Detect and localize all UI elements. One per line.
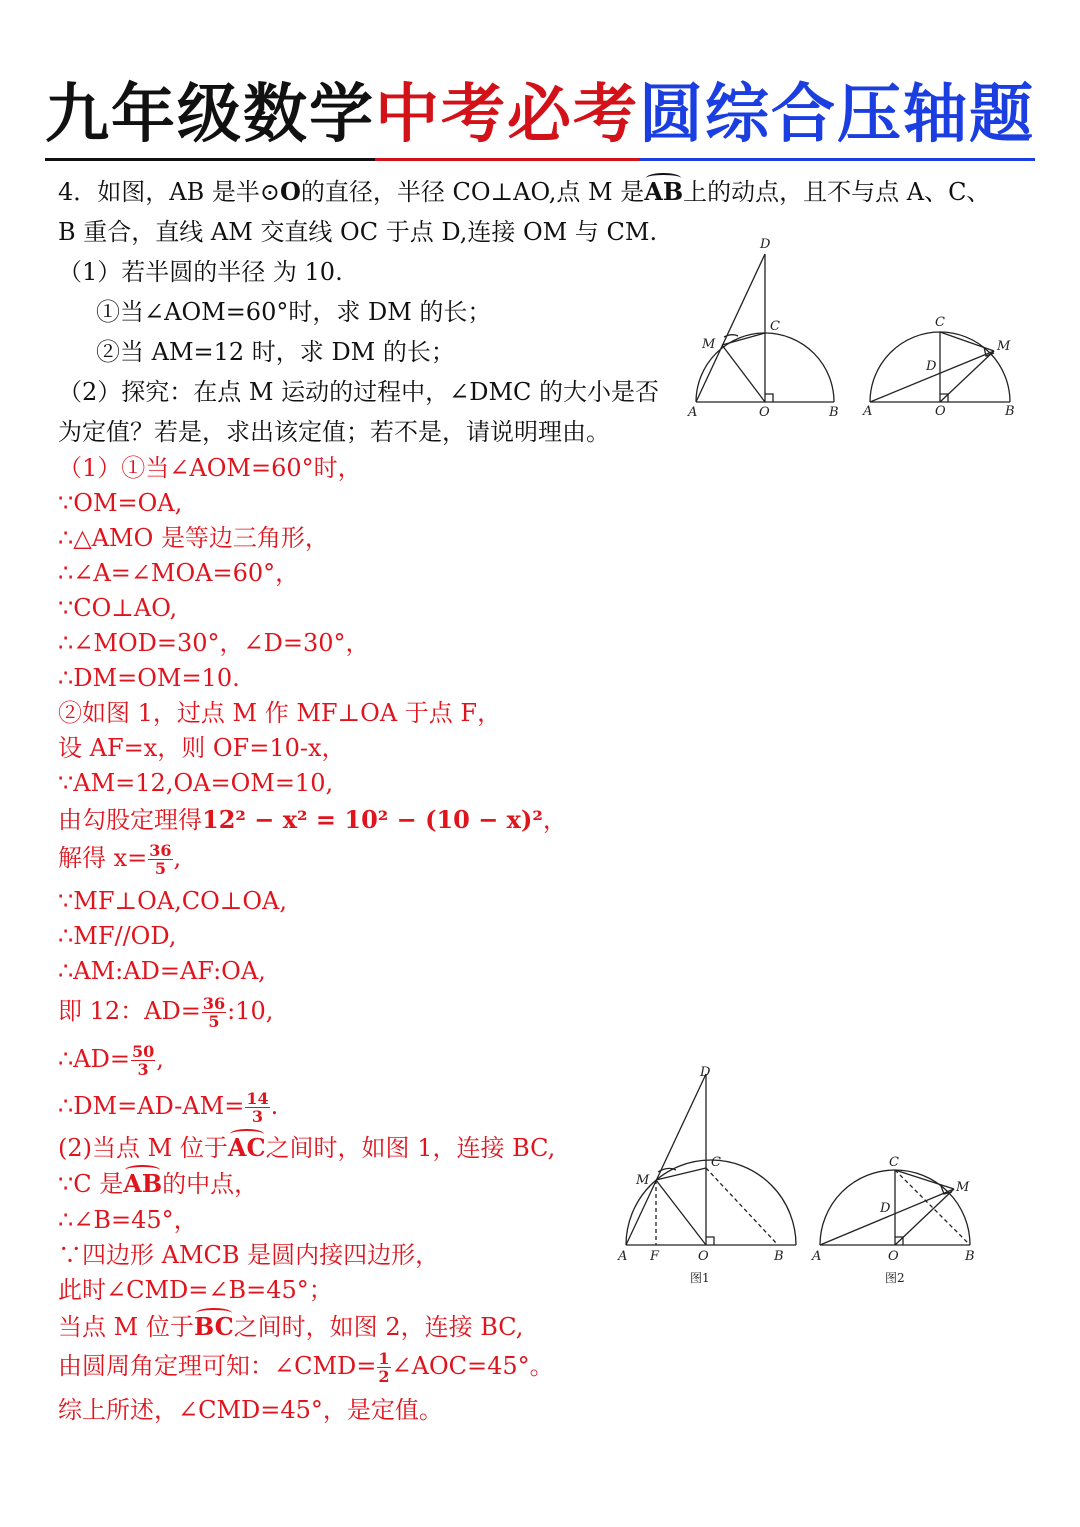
right-angle-mark bbox=[765, 394, 773, 402]
figure-1 bbox=[612, 1058, 797, 1288]
solution-line: (2)当点 M 位于AC之间时，如图 1，连接 BC, bbox=[58, 1133, 556, 1162]
problem-line-5: ②当 AM=12 时，求 DM 的长； bbox=[96, 338, 455, 366]
solution-line: ∵AM=12,OA=OM=10, bbox=[58, 769, 334, 797]
solution-line: ∴△AMO 是等边三角形， bbox=[58, 524, 329, 552]
circle-symbol: ⊙ bbox=[259, 178, 280, 206]
figure-top-left bbox=[682, 232, 852, 422]
problem-line-2: B 重合，直线 AM 交直线 OC 于点 D,连接 OM 与 CM. bbox=[58, 218, 658, 246]
label-b: B bbox=[774, 1249, 784, 1264]
semicircle bbox=[626, 1160, 796, 1245]
label-d: D bbox=[700, 1065, 711, 1080]
label-f: F bbox=[650, 1249, 660, 1264]
label-c: C bbox=[935, 315, 945, 330]
line-mo bbox=[656, 1180, 706, 1245]
label-o: O bbox=[888, 1249, 899, 1264]
solution-line: 此时∠CMD=∠B=45°； bbox=[58, 1276, 333, 1304]
solution-line: ∵MF⊥OA,CO⊥OA, bbox=[58, 887, 287, 915]
title-part-3: 圆综合压轴题 bbox=[639, 72, 1035, 161]
label-a: A bbox=[812, 1249, 822, 1264]
solution-line: 由圆周角定理可知：∠CMD= $\frac{1}{2}$ ∠AOC=45°。 bbox=[58, 1349, 554, 1386]
problem-line-3: （1）若半圆的半径 为 10. bbox=[58, 258, 343, 286]
label-a: A bbox=[863, 404, 873, 419]
solution-line: ∵C 是AB的中点， bbox=[58, 1169, 259, 1198]
fraction: $\frac{14}{3}$ bbox=[246, 1089, 269, 1126]
page-title bbox=[0, 72, 1080, 161]
label-b: B bbox=[1005, 404, 1015, 419]
solution-line: ∴∠A=∠MOA=60°， bbox=[58, 559, 300, 587]
solution-line: ∴DM=OM=10. bbox=[58, 664, 240, 692]
label-m: M bbox=[636, 1173, 650, 1188]
solution-line: ∴DM=AD-AM= $\frac{14}{3}$ . bbox=[58, 1089, 279, 1126]
solution-line: 由勾股定理得12² − x² = 10² − (10 − x)²， bbox=[58, 805, 567, 834]
arc-ab: AB bbox=[123, 1169, 163, 1198]
solution-line: 综上所述，∠CMD=45°，是定值。 bbox=[58, 1396, 443, 1424]
label-d: D bbox=[926, 359, 937, 374]
caption-figure-1: 图1 bbox=[690, 1271, 710, 1285]
label-m: M bbox=[702, 337, 716, 352]
right-angle-mark bbox=[706, 1237, 714, 1245]
label-c: C bbox=[889, 1155, 899, 1170]
problem-line-6: （2）探究：在点 M 运动的过程中，∠DMC 的大小是否 bbox=[58, 378, 660, 406]
label-o: O bbox=[698, 1249, 709, 1264]
angle-mark bbox=[724, 335, 738, 337]
problem-line-7: 为定值？若是，求出该定值；若不是，请说明理由。 bbox=[58, 418, 610, 446]
line-cm bbox=[895, 1170, 954, 1189]
line-om bbox=[895, 1189, 954, 1245]
solution-line: ∵四边形 AMCB 是圆内接四边形， bbox=[58, 1241, 440, 1269]
title-part-1: 九年级数学 bbox=[45, 72, 375, 161]
solution-line: 设 AF=x，则 OF=10-x， bbox=[58, 734, 346, 762]
line-cb-dashed bbox=[706, 1168, 778, 1245]
arc-ab: AB bbox=[644, 177, 684, 206]
arc-bc: BC bbox=[193, 1312, 234, 1341]
fraction: $\frac{36}{5}$ bbox=[202, 994, 226, 1031]
solution-line: 当点 M 位于BC之间时，如图 2，连接 BC, bbox=[58, 1312, 524, 1341]
label-o: O bbox=[935, 404, 946, 419]
label-b: B bbox=[829, 405, 839, 420]
figure-top-right bbox=[860, 306, 1025, 422]
label-c: C bbox=[711, 1155, 721, 1170]
fraction: $\frac{1}{2}$ bbox=[378, 1349, 390, 1386]
fraction: $\frac{36}{5}$ bbox=[149, 841, 172, 878]
circle-center-o: O bbox=[279, 177, 301, 206]
label-a: A bbox=[688, 405, 698, 420]
label-b: B bbox=[965, 1249, 975, 1264]
line-ad bbox=[696, 254, 765, 402]
caption-figure-2: 图2 bbox=[885, 1271, 905, 1285]
solution-line: ∴AD= $\frac{50}{3}$ , bbox=[58, 1042, 164, 1079]
solution-line: ∴MF//OD, bbox=[58, 922, 177, 950]
title-part-2: 中考必考 bbox=[375, 72, 639, 161]
line-am bbox=[820, 1189, 954, 1245]
solution-line: ②如图 1，过点 M 作 MF⊥OA 于点 F， bbox=[58, 699, 502, 727]
pythagoras-equation: 12² − x² = 10² − (10 − x)² bbox=[202, 805, 543, 834]
label-o: O bbox=[759, 405, 770, 420]
label-d: D bbox=[760, 237, 771, 252]
figure-2 bbox=[808, 1150, 980, 1290]
line-mo bbox=[722, 345, 765, 402]
arc-ac: AC bbox=[227, 1133, 266, 1162]
label-m: M bbox=[997, 339, 1011, 354]
solution-line: 解得 x= $\frac{36}{5}$ , bbox=[58, 841, 182, 878]
fraction: $\frac{50}{3}$ bbox=[131, 1042, 155, 1079]
solution-line: ∴∠MOD=30°，∠D=30°， bbox=[58, 629, 370, 657]
solution-line: 即 12：AD= $\frac{36}{5}$ :10, bbox=[58, 994, 274, 1031]
line-cm bbox=[940, 332, 994, 351]
solution-line: （1）①当∠AOM=60°时， bbox=[58, 454, 362, 482]
label-d: D bbox=[880, 1201, 891, 1216]
solution-line: ∴∠B=45°， bbox=[58, 1206, 198, 1234]
problem-line-1: 4．如图，AB 是半⊙O的直径，半径 CO⊥AO,点 M 是AB上的动点，且不与点 A、C、 bbox=[58, 177, 991, 206]
problem-line-4: ①当∠AOM=60°时，求 DM 的长； bbox=[96, 298, 492, 326]
solution-line: ∵CO⊥AO, bbox=[58, 594, 178, 622]
label-a: A bbox=[618, 1249, 628, 1264]
solution-line: ∵OM=OA, bbox=[58, 489, 183, 517]
label-c: C bbox=[770, 319, 780, 334]
solution-line: ∴AM:AD=AF:OA, bbox=[58, 957, 266, 985]
label-m: M bbox=[956, 1180, 970, 1195]
line-ad bbox=[626, 1074, 706, 1245]
